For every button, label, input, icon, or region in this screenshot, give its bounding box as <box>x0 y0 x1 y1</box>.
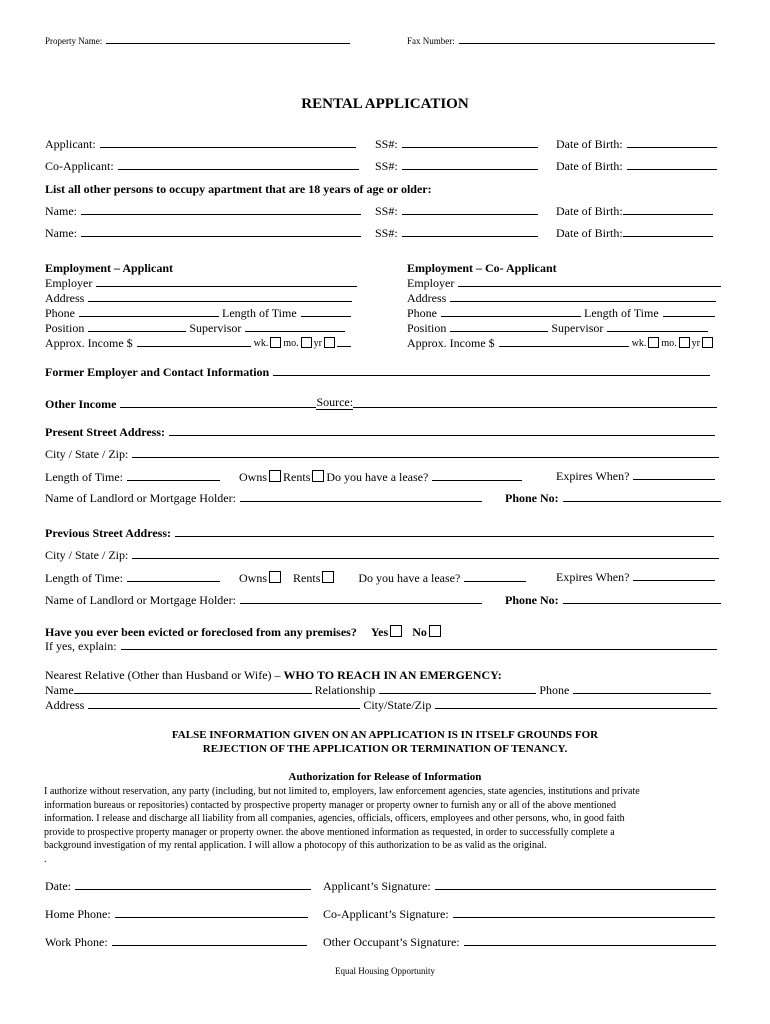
previous-address-label: Previous Street Address: <box>45 526 171 540</box>
dob-label: Date of Birth: <box>556 226 623 240</box>
employment-co-applicant-heading: Employment – Co- Applicant <box>407 261 557 275</box>
applicant-signature-field[interactable] <box>435 889 716 890</box>
lease-label: Do you have a lease? <box>326 470 429 484</box>
other-income-field[interactable] <box>120 407 316 408</box>
eviction-question: Have you ever been evicted or foreclosed from any premises? <box>45 625 357 639</box>
length-of-time-label: Length of Time: <box>45 571 124 585</box>
present-expires-field[interactable] <box>633 479 715 480</box>
co-position-field[interactable] <box>450 331 548 332</box>
warning-line-2: REJECTION OF THE APPLICATION OR TERMINATION OF TENANCY. <box>202 743 568 755</box>
occupant-2-row <box>45 227 364 239</box>
previous-rents-checkbox[interactable] <box>322 571 334 583</box>
present-length-row <box>45 470 525 483</box>
phone-label: Phone <box>407 306 437 320</box>
relative-name-field[interactable] <box>74 693 312 694</box>
occupant-1-dob-row <box>556 205 716 217</box>
former-employer-label: Former Employer and Contact Information <box>45 365 270 379</box>
length-of-time-label: Length of Time <box>584 306 659 320</box>
previous-expires-field[interactable] <box>633 580 715 581</box>
other-income-label: Other Income <box>45 397 117 411</box>
explain-row <box>45 640 720 652</box>
previous-phone-row <box>505 594 724 606</box>
other-occupant-signature-label: Other Occupant’s Signature: <box>323 935 460 949</box>
app-position-row <box>45 322 348 334</box>
previous-length-row <box>45 571 529 584</box>
equal-housing-footer: Equal Housing Opportunity <box>335 966 435 976</box>
co-income-wk-checkbox[interactable] <box>648 337 659 348</box>
page-title: RENTAL APPLICATION <box>301 96 469 112</box>
yr-label: yr <box>691 338 701 349</box>
previous-city-row <box>45 549 722 561</box>
occupant-2-dob-row <box>556 227 716 239</box>
previous-landlord-row <box>45 594 485 606</box>
other-occupants-heading <box>45 183 432 195</box>
applicant-field[interactable] <box>100 147 356 148</box>
city-state-zip-label: City / State / Zip: <box>45 548 129 562</box>
home-phone-field[interactable] <box>115 917 308 918</box>
previous-expires-row <box>556 571 718 583</box>
co-applicant-dob-row <box>556 160 720 172</box>
present-length-field[interactable] <box>127 480 220 481</box>
authorization-line: provide to prospective property manager or property owner. the above mentioned information as requested, in order to successfully complete a <box>44 826 615 838</box>
applicant-signature-row <box>323 880 719 892</box>
phone-no-label: Phone No: <box>505 491 559 505</box>
app-income-yr-checkbox[interactable] <box>324 337 335 348</box>
work-phone-row <box>45 936 310 948</box>
authorization-line: background investigation of my rental application. I will allow a photocopy of this authorization to be as valid as the original. <box>44 840 547 851</box>
co-income-field[interactable] <box>499 346 629 347</box>
present-landlord-row <box>45 492 485 504</box>
ss-label: SS#: <box>375 137 398 151</box>
eviction-yes-checkbox[interactable] <box>390 625 402 637</box>
app-phone-field[interactable] <box>79 316 219 317</box>
co-phone-field[interactable] <box>441 316 581 317</box>
no-label: No <box>412 625 427 639</box>
property-name-field[interactable] <box>106 43 350 44</box>
ss-label: SS#: <box>375 226 398 240</box>
app-phone-row <box>45 307 354 319</box>
expires-label: Expires When? <box>556 469 630 483</box>
applicant-row <box>45 138 359 150</box>
relative-city-label: City/State/Zip <box>363 698 432 712</box>
co-supervisor-field[interactable] <box>607 331 708 332</box>
co-position-row <box>407 322 711 334</box>
expires-label: Expires When? <box>556 570 630 584</box>
co-income-yr-checkbox[interactable] <box>702 337 713 348</box>
source-label: Source: <box>316 395 354 409</box>
work-phone-field[interactable] <box>112 945 307 946</box>
relationship-field[interactable] <box>379 693 536 694</box>
wk-label: wk. <box>253 338 269 349</box>
app-employer-field[interactable] <box>96 286 357 287</box>
previous-address-row <box>45 527 717 539</box>
relative-heading-text: Nearest Relative (Other than Husband or Wife) – <box>45 668 284 682</box>
app-position-field[interactable] <box>88 331 186 332</box>
income-label: Approx. Income $ <box>407 336 495 350</box>
home-phone-label: Home Phone: <box>45 907 111 921</box>
occupant-1-ss-row <box>375 205 541 217</box>
other-income-source-field[interactable] <box>353 407 717 408</box>
occupant-2-ss-row <box>375 227 541 239</box>
fax-number-row <box>407 37 718 46</box>
employer-label: Employer <box>45 276 93 290</box>
fax-number-field[interactable] <box>459 43 715 44</box>
relative-address-field[interactable] <box>88 708 360 709</box>
co-income-mo-checkbox[interactable] <box>679 337 690 348</box>
dob-label: Date of Birth: <box>556 159 623 173</box>
co-address-row <box>407 292 719 304</box>
app-income-field[interactable] <box>137 346 251 347</box>
applicant-dob-row <box>556 138 720 150</box>
ss-label: SS#: <box>375 159 398 173</box>
authorization-line: information bureaus or repositories) contacted by prospective property manager or property owner to furnish any or all of the above mentioned <box>44 799 617 811</box>
present-phone-row <box>505 492 724 504</box>
date-field[interactable] <box>75 889 311 890</box>
previous-landlord-field[interactable] <box>240 603 482 604</box>
address-label: Address <box>407 291 447 305</box>
name-label: Name: <box>45 204 77 218</box>
co-income-row <box>407 337 715 349</box>
relative-name-label: Name <box>45 683 74 697</box>
property-name-label: Property Name: <box>45 36 103 46</box>
app-supervisor-field[interactable] <box>245 331 345 332</box>
date-label: Date: <box>45 879 71 893</box>
explain-label: If yes, explain: <box>45 639 117 653</box>
present-city-field[interactable] <box>132 457 719 458</box>
emergency-heading-text: WHO TO REACH IN AN EMERGENCY: <box>283 668 502 682</box>
supervisor-label: Supervisor <box>551 321 604 335</box>
present-city-row <box>45 448 722 460</box>
co-applicant-row <box>45 160 362 172</box>
yes-label: Yes <box>370 625 389 639</box>
eviction-row <box>45 625 443 638</box>
authorization-heading: Authorization for Release of Information <box>288 771 482 783</box>
relationship-label: Relationship <box>314 683 376 697</box>
app-income-row <box>45 337 354 349</box>
co-applicant-field[interactable] <box>118 169 359 170</box>
co-employer-row <box>407 277 724 289</box>
present-address-label: Present Street Address: <box>45 425 165 439</box>
former-employer-row <box>45 366 713 378</box>
other-occupant-signature-field[interactable] <box>464 945 716 946</box>
present-address-row <box>45 426 718 438</box>
dob-label: Date of Birth: <box>556 204 623 218</box>
relative-city-field[interactable] <box>435 708 717 709</box>
relative-address-label: Address <box>45 698 85 712</box>
present-expires-row <box>556 470 718 482</box>
applicant-signature-label: Applicant’s Signature: <box>323 879 431 893</box>
co-address-field[interactable] <box>450 301 716 302</box>
applicant-ss-field[interactable] <box>402 147 538 148</box>
owns-label: Owns <box>239 470 268 484</box>
co-applicant-ss-field[interactable] <box>402 169 538 170</box>
mo-label: mo. <box>283 338 299 349</box>
address-label: Address <box>45 291 85 305</box>
employment-applicant-heading: Employment – Applicant <box>45 261 174 275</box>
supervisor-label: Supervisor <box>189 321 242 335</box>
occupant-2-dob-field[interactable] <box>623 236 713 237</box>
present-phone-field[interactable] <box>563 501 721 502</box>
name-label: Name: <box>45 226 77 240</box>
eviction-no-checkbox[interactable] <box>429 625 441 637</box>
co-applicant-ss-row <box>375 160 541 172</box>
co-employer-field[interactable] <box>458 286 721 287</box>
phone-no-label: Phone No: <box>505 593 559 607</box>
co-applicant-signature-label: Co-Applicant’s Signature: <box>323 907 449 921</box>
landlord-label: Name of Landlord or Mortgage Holder: <box>45 593 236 607</box>
rents-label: Rents <box>283 470 311 484</box>
mo-label: mo. <box>661 338 677 349</box>
co-length-of-time-field[interactable] <box>663 316 715 317</box>
occupant-1-name-field[interactable] <box>81 214 361 215</box>
authorization-line: . <box>44 853 47 865</box>
relative-address-row <box>45 699 720 711</box>
present-rents-checkbox[interactable] <box>312 470 324 482</box>
previous-city-field[interactable] <box>132 558 719 559</box>
owns-label: Owns <box>239 571 268 585</box>
occupant-1-dob-field[interactable] <box>623 214 713 215</box>
previous-lease-field[interactable] <box>464 581 526 582</box>
phone-label: Phone <box>45 306 75 320</box>
authorization-text <box>44 785 734 866</box>
applicant-label: Applicant: <box>45 137 96 151</box>
explain-field[interactable] <box>121 649 717 650</box>
length-of-time-label: Length of Time: <box>45 470 124 484</box>
relative-phone-label: Phone <box>539 683 570 697</box>
work-phone-label: Work Phone: <box>45 935 108 949</box>
rents-label: Rents <box>293 571 321 585</box>
present-lease-field[interactable] <box>432 480 522 481</box>
relative-phone-field[interactable] <box>573 693 711 694</box>
app-address-row <box>45 292 355 304</box>
authorization-line: information. I release and discharge all liability from all companies, agencies, officials, officers, employees and other persons, who, in good faith <box>44 813 625 824</box>
dob-label: Date of Birth: <box>556 137 623 151</box>
ss-label: SS#: <box>375 204 398 218</box>
lease-label: Do you have a lease? <box>358 571 461 585</box>
previous-owns-checkbox[interactable] <box>269 571 281 583</box>
co-applicant-signature-row <box>323 908 718 920</box>
applicant-dob-field[interactable] <box>627 147 717 148</box>
other-income-row <box>45 396 720 410</box>
wk-label: wk. <box>631 338 647 349</box>
position-label: Position <box>407 321 447 335</box>
co-phone-row <box>407 307 718 319</box>
present-address-field[interactable] <box>169 435 715 436</box>
employer-label: Employer <box>407 276 455 290</box>
city-state-zip-label: City / State / Zip: <box>45 447 129 461</box>
other-occupants-heading-text: List all other persons to occupy apartment that are 18 years of age or older: <box>45 182 432 196</box>
authorization-line: I authorize without reservation, any party (including, but not limited to, employers, law enforcement agencies, state agencies, institutions and private <box>44 786 640 797</box>
previous-address-field[interactable] <box>175 536 714 537</box>
home-phone-row <box>45 908 311 920</box>
income-label: Approx. Income $ <box>45 336 133 350</box>
app-income-trailing-line <box>337 346 351 347</box>
app-income-mo-checkbox[interactable] <box>301 337 312 348</box>
app-address-field[interactable] <box>88 301 352 302</box>
yr-label: yr <box>313 338 323 349</box>
co-applicant-signature-field[interactable] <box>453 917 715 918</box>
relative-heading <box>45 669 502 681</box>
position-label: Position <box>45 321 85 335</box>
other-occupant-signature-row <box>323 936 719 948</box>
present-landlord-field[interactable] <box>240 501 482 502</box>
occupant-1-row <box>45 205 364 217</box>
co-applicant-label: Co-Applicant: <box>45 159 114 173</box>
previous-phone-field[interactable] <box>563 603 721 604</box>
applicant-ss-row <box>375 138 541 150</box>
co-applicant-dob-field[interactable] <box>627 169 717 170</box>
occupant-1-ss-field[interactable] <box>402 214 538 215</box>
occupant-2-name-field[interactable] <box>81 236 361 237</box>
warning-line-1: FALSE INFORMATION GIVEN ON AN APPLICATION IS IN ITSELF GROUNDS FOR <box>171 729 599 741</box>
fax-number-label: Fax Number: <box>407 36 455 46</box>
previous-length-field[interactable] <box>127 581 220 582</box>
app-employer-row <box>45 277 360 289</box>
landlord-label: Name of Landlord or Mortgage Holder: <box>45 491 236 505</box>
former-employer-field[interactable] <box>273 375 710 376</box>
occupant-2-ss-field[interactable] <box>402 236 538 237</box>
present-owns-checkbox[interactable] <box>269 470 281 482</box>
property-name-row <box>45 37 353 46</box>
length-of-time-label: Length of Time <box>222 306 297 320</box>
app-income-wk-checkbox[interactable] <box>270 337 281 348</box>
false-info-warning <box>0 728 770 756</box>
relative-name-row <box>45 684 714 696</box>
date-row <box>45 880 314 892</box>
app-length-of-time-field[interactable] <box>301 316 351 317</box>
